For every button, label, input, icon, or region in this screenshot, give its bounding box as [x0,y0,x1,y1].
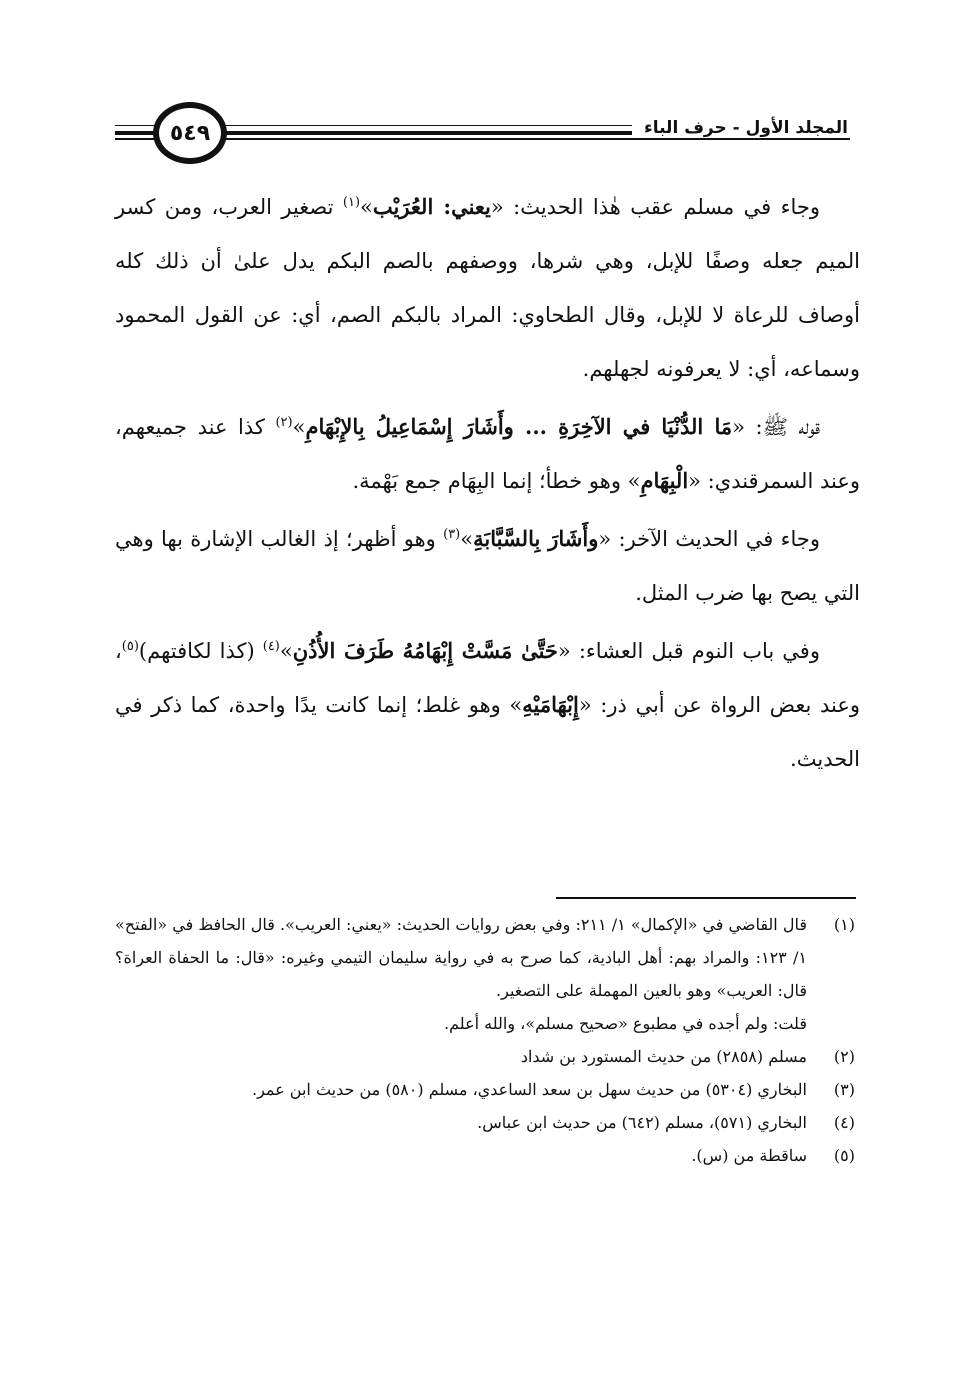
footnote-number: (٢) [833,1047,855,1066]
p4-post: » [279,639,293,663]
footnote-number: (٤) [833,1113,855,1132]
p3-post: » [460,527,474,551]
p1-quote: يعني: العُرَيْب [372,194,491,219]
footnote-1-extra: قلت: ولم أجده في مطبوع «صحيح مسلم»، والله أعلم. [444,1014,807,1033]
footnote-text: ساقطة من (س). [691,1146,807,1165]
paragraph-4 [115,624,860,786]
paragraph-3 [115,512,860,620]
main-text [115,180,860,786]
p4-footnote-ref-2: (٥) [121,639,139,654]
footnote-separator [556,897,856,899]
footnote-text: البخاري (٥٣٠٤) من حديث سهل بن سعد الساعدي، مسلم (٥٨٠) من حديث ابن عمر. [252,1080,807,1099]
p3-footnote-ref: (٣) [443,527,461,542]
footnote-number: (٥) [833,1146,855,1165]
footnote-text: قال القاضي في «الإكمال» ١/ ٢١١: وفي بعض روايات الحديث: «يعني: العريب». قال الحافظ في «الفتح» ١/ ١٢٣: والمراد بهم: أهل البادية، كما صرح به في رواية سليمان التيمي وغيره: «قال: ما الحفاة العراة؟ قال: العريب» وهو بالعين المهملة على التصغير. [115,915,808,1000]
footnote-text: مسلم (٢٨٥٨) من حديث المستورد بن شداد [520,1047,807,1066]
p2-quote: مَا الدُّنْيَا في الآخِرَةِ ... وأَشَارَ إِسْمَاعِيلُ بِالإِبْهَامِ [305,414,733,439]
footnote-5 [115,1139,855,1172]
p4-rest: » وهو غلط؛ إنما كانت يدًا واحدة، كما ذكر في الحديث. [115,693,860,771]
p3-rest: وهو أظهر؛ إذ الغالب الإشارة بها وهي التي يصح بها ضرب المثل. [115,527,860,605]
p4-mid2: ، وعند بعض الرواة عن أبي ذر: « [115,639,860,717]
p4-footnote-ref: (٤) [262,639,280,654]
p4-pre: وفي باب النوم قبل العشاء: « [557,639,820,663]
page-header [115,100,850,170]
footnotes [115,908,855,1172]
footnote-3 [115,1073,855,1106]
footnote-number: (٣) [833,1080,855,1099]
running-title: المجلد الأول - حرف الباء [632,118,850,138]
p2-post: » [292,415,306,439]
footnote-text: البخاري (٥٧١)، مسلم (٦٤٢) من حديث ابن عباس. [477,1113,807,1132]
p2-quote2: الْبِهَامِ [640,468,689,493]
footnote-2 [115,1040,855,1073]
p1-rest: تصغير العرب، ومن كسر الميم جعله وصفًا للإبل، وهي شرها، ووصفهم بالصم البكم يدل علىٰ أن ذلك كله أوصاف للرعاة لا للإبل، وقال الطحاوي: المراد بالبكم الصم، أي: عن القول المحمود وسماعه، أي: لا يعرفونه لجهلهم. [115,195,860,381]
p2-rest: » وهو خطأ؛ إنما البِهَام جمع بَهْمة. [352,469,641,493]
p2-mid: كذا عند جميعهم، وعند السمرقندي: « [115,415,860,493]
p1-pre: وجاء في مسلم عقب هٰذا الحديث: « [490,195,820,219]
paragraph-2 [115,400,860,508]
p1-footnote-ref: (١) [342,195,361,210]
p3-pre: وجاء في الحديث الآخر: « [598,527,821,551]
p4-mid: (كذا لكافتهم) [138,639,263,663]
p3-quote: وأَشَارَ بِالسَّبَّابَةِ [473,526,599,551]
p4-quote: حَتَّىٰ مَسَّتْ إِبْهَامُهُ طَرَفَ الأُذُنِ [292,638,558,663]
footnote-4 [115,1106,855,1139]
p2-pre: قوله ﷺ: « [732,415,821,439]
page-number: ٥٤٩ [169,120,211,146]
paragraph-1 [115,180,860,396]
p2-footnote-ref: (٢) [275,415,293,430]
p4-quote2: إِبْهَامَيْهِ [522,692,579,717]
footnote-number: (١) [833,915,855,934]
page-number-badge [153,102,227,164]
footnote-1 [115,908,855,1007]
p1-post: » [360,195,373,219]
